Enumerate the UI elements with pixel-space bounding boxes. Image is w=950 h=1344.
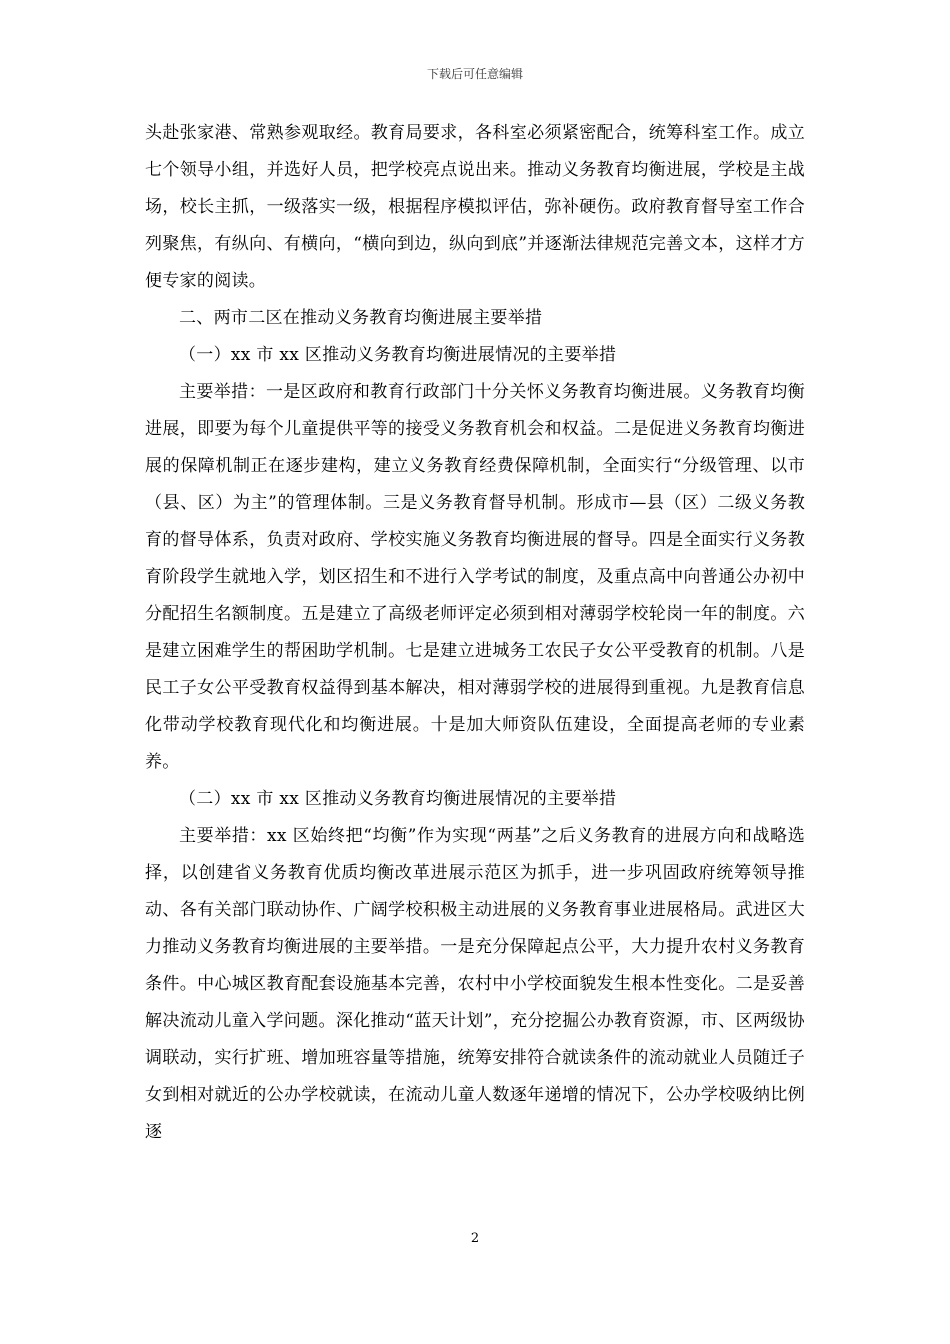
paragraph-measures-2: 主要举措：xx 区始终把“均衡”作为实现“两基”之后义务教育的进展方向和战略选择，以创建省义务教育优质均衡改革进展示范区为抓手，进一步巩固政府统筹领导推动、各有关部门联动协作、广阔学校积极主动进展的义务教育事业进展格局。武进区大力推动义务教育均衡进展的主要举措。一是充分保障起点公平，大力提升农村义务教育条件。中心城区教育配套设施基本完善，农村中小学校面貌发生根本性变化。二是妥善解决流动儿童入学问题。深化推动“蓝天计划”，充分挖掘公办教育资源，市、区两级协调联动，实行扩班、增加班容量等措施，统筹安排符合就读条件的流动就业人员随迁子女到相对就近的公办学校就读，在流动儿童人数逐年递增的情况下，公办学校吸纳比例逐 [145,826,805,1142]
document-body [145,115,805,1151]
section-heading: 二、两市二区在推动义务教育均衡进展主要举措 [179,308,543,328]
subsection-heading-2: （二）xx 市 xx 区推动义务教育均衡进展情况的主要举措 [179,789,617,809]
page-header: 下载后可任意编辑 [426,67,523,81]
subsection-heading-1: （一）xx 市 xx 区推动义务教育均衡进展情况的主要举措 [179,345,617,365]
paragraph-continuation: 头赴张家港、常熟参观取经。教育局要求，各科室必须紧密配合，统筹科室工作。成立七个领导小组，并选好人员，把学校亮点说出来。推动义务教育均衡进展，学校是主战场，校长主抓，一级落实一级，根据程序模拟评估，弥补硬伤。政府教育督导室工作合列聚焦，有纵向、有横向，“横向到边，纵向到底”并逐渐法律规范完善文本，这样才方便专家的阅读。 [145,123,805,291]
paragraph-measures-1: 主要举措：一是区政府和教育行政部门十分关怀义务教育均衡进展。义务教育均衡进展，即要为每个儿童提供平等的接受义务教育机会和权益。二是促进义务教育均衡进展的保障机制正在逐步建构，建立义务教育经费保障机制，全面实行“分级管理、以市（县、区）为主”的管理体制。三是义务教育督导机制。形成市—县（区）二级义务教育的督导体系，负责对政府、学校实施义务教育均衡进展的督导。四是全面实行义务教育阶段学生就地入学，划区招生和不进行入学考试的制度，及重点高中向普通公办初中分配招生名额制度。五是建立了高级老师评定必须到相对薄弱学校轮岗一年的制度。六是建立困难学生的帮困助学机制。七是建立进城务工农民子女公平受教育的机制。八是民工子女公平受教育权益得到基本解决，相对薄弱学校的进展得到重视。九是教育信息化带动学校教育现代化和均衡进展。十是加大师资队伍建设，全面提高老师的专业素养。 [145,382,805,772]
page-number: 2 [470,1231,480,1246]
